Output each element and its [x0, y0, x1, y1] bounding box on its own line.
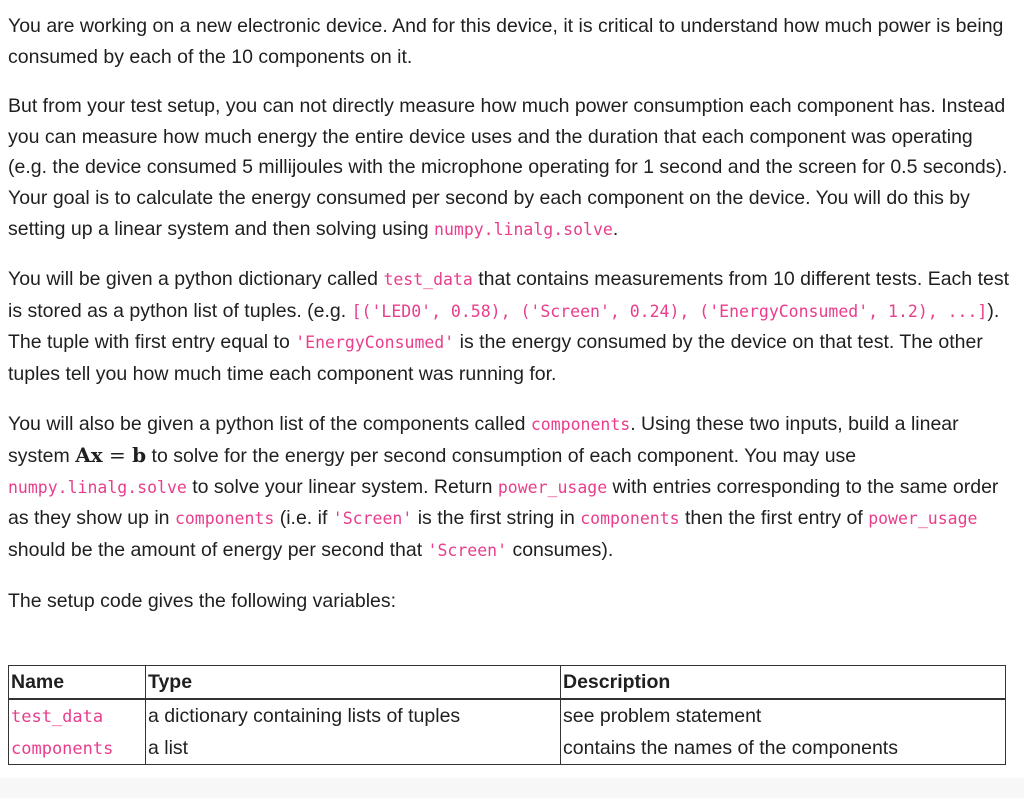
numpy-solve-code: numpy.linalg.solve [434, 219, 613, 239]
row-type-cell: a dictionary containing lists of tuples [146, 699, 561, 732]
header-name: Name [9, 666, 146, 700]
problem-statement [8, 11, 1013, 635]
test-data-code: test_data [383, 270, 473, 290]
components-code: components [580, 509, 680, 529]
row-name-cell [9, 732, 146, 765]
intro-paragraph: You are working on a new electronic device. And for this device, it is critical to understand how much power is being consumed by each of the 10 components on it. [8, 15, 1004, 68]
row-description-cell: see problem statement [561, 699, 1006, 732]
setup-intro: The setup code gives the following variables: [8, 589, 397, 612]
power-usage-code: power_usage [868, 509, 978, 529]
table-header-row [9, 666, 1006, 700]
test-data-paragraph: You will be given a python dictionary called test_data that contains measurements from 10 different tests. Each test is stored as a python list of tuples. (e.g. [('LED0', 0.58), ('Screen', 0.24), ('EnergyConsumed', 1.2), ...]). The tuple with first entry equal to 'EnergyConsumed' is the energy consumed by the device on that test. The other tuples tell you how much time each component was running for. [8, 268, 1009, 385]
components-code: components [174, 509, 275, 529]
numpy-solve-code: numpy.linalg.solve [8, 477, 187, 497]
variable-name: test_data [11, 706, 104, 727]
variable-name: components [11, 738, 114, 759]
measurement-paragraph: But from your test setup, you can not directly measure how much power consumption each component has. Instead you can measure how much energy the entire device uses and the duration that each component was operating (e.g. the device consumed 5 millijoules with the microphone operating for 1 second and the screen for 0.5 seconds). Your goal is to calculate the energy consumed per second by each component on the device. You will do this by setting up a linear system and then solving using numpy.linalg.solve. [8, 95, 1008, 240]
table-row [9, 732, 1006, 765]
linear-system-equation: Ax = b [75, 443, 147, 468]
screen-string-code: 'Screen' [332, 509, 413, 529]
screen-string-code: 'Screen' [427, 540, 508, 560]
table-row [9, 699, 1006, 732]
components-code: components [530, 414, 631, 434]
row-name-cell [9, 699, 146, 732]
example-tuples-code: [('LED0', 0.58), ('Screen', 0.24), ('EnergyConsumed', 1.2), ...] [351, 301, 988, 321]
energy-consumed-code: 'EnergyConsumed' [295, 333, 455, 353]
row-type-cell: a list [146, 732, 561, 765]
page-bottom-strip [0, 778, 1024, 798]
row-description-cell: contains the names of the components [561, 732, 1006, 765]
variables-table [8, 665, 1006, 765]
power-usage-code: power_usage [497, 477, 608, 497]
components-paragraph: You will also be given a python list of the components called components. Using these two inputs, build a linear system Ax = b to solve for the energy per second consumption of each component. You may use numpy.linalg.solve to solve your linear system. Return power_usage with entries corresponding to the same order as they show up in components (i.e. if 'Screen' is the first string in components then the first entry of power_usage should be the amount of energy per second that 'Screen' consumes). [8, 412, 999, 561]
header-type: Type [146, 666, 561, 700]
header-description: Description [561, 666, 1006, 700]
